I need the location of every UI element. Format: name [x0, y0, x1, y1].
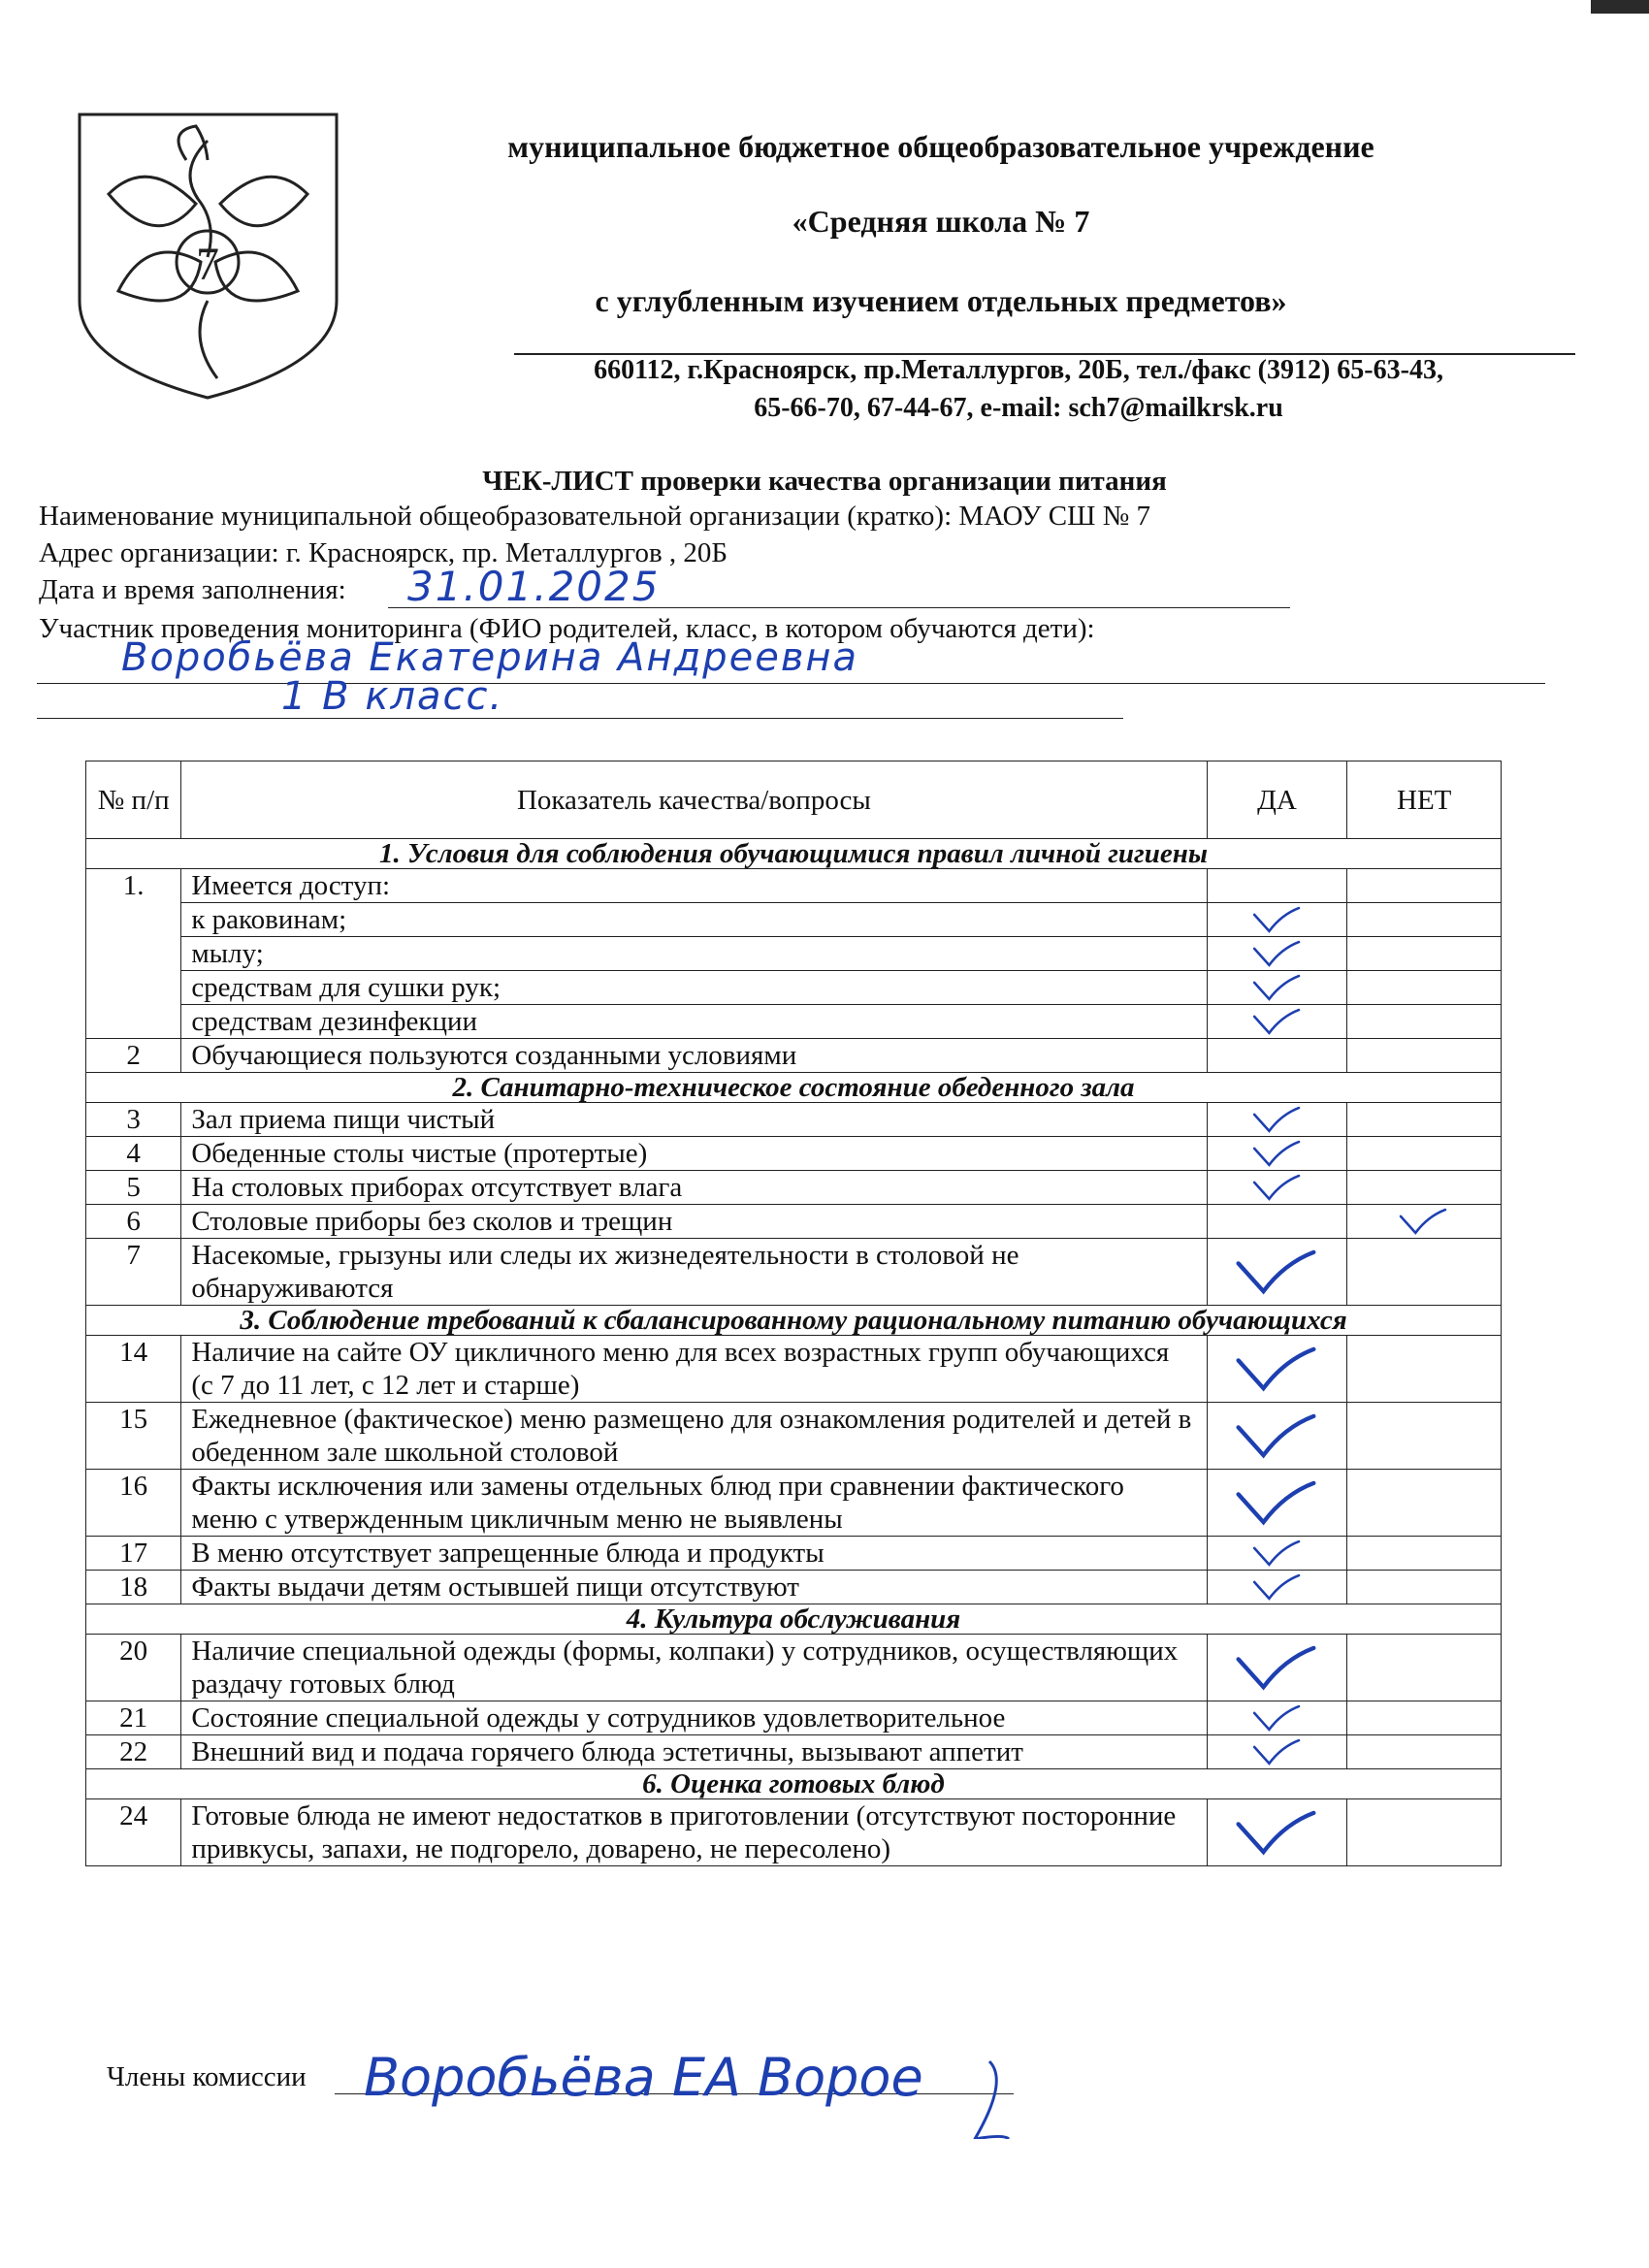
checkmark-icon [1208, 1005, 1347, 1038]
no-cell[interactable] [1347, 1205, 1502, 1239]
checkmark-icon [1208, 1571, 1347, 1604]
row-text: средствам дезинфекции [181, 1005, 1207, 1039]
table-row [86, 1171, 1502, 1205]
checkmark-icon [1208, 1537, 1347, 1570]
yes-cell[interactable] [1207, 1205, 1347, 1239]
participant-class-handwritten: 1 В класс. [281, 674, 504, 719]
signature-text: Воробьёва ЕА Ворое [364, 2047, 923, 2108]
no-cell[interactable] [1347, 1005, 1502, 1039]
row-text: Готовые блюда не имеют недостатков в приготовлении (отсутствуют посторонние привкусы, запахи, не подгорело, доварено, не пересолено) [181, 1799, 1207, 1866]
no-cell[interactable] [1347, 1470, 1502, 1537]
row-num: 20 [86, 1635, 181, 1701]
no-cell[interactable] [1347, 937, 1502, 971]
table-row [86, 1571, 1502, 1604]
checkmark-icon [1208, 1701, 1347, 1734]
yes-cell[interactable] [1207, 1137, 1347, 1171]
no-cell[interactable] [1347, 1735, 1502, 1769]
table-row [86, 1137, 1502, 1171]
checkmark-icon [1208, 903, 1347, 936]
col-yes-header: ДА [1207, 761, 1347, 839]
participant-underline-1 [37, 683, 1545, 684]
yes-cell[interactable] [1207, 971, 1347, 1005]
yes-cell[interactable] [1207, 1171, 1347, 1205]
section-header: 3. Соблюдение требований к сбалансированному рациональному питанию обучающихся [86, 1306, 1502, 1336]
table-row [86, 1403, 1502, 1470]
yes-cell[interactable] [1207, 1735, 1347, 1769]
header-address-1: 660112, г.Красноярск, пр.Металлургов, 20Б, тел./факс (3912) 65-63-43, [594, 355, 1443, 385]
no-cell[interactable] [1347, 1635, 1502, 1701]
row-text: Состояние специальной одежды у сотрудников удовлетворительное [181, 1701, 1207, 1735]
scan-edge-mark [1591, 0, 1649, 14]
page-title: ЧЕК-ЛИСТ проверки качества организации питания [482, 466, 1167, 497]
yes-cell[interactable] [1207, 903, 1347, 937]
checkmark-icon [1208, 1735, 1347, 1768]
table-row [86, 1103, 1502, 1137]
row-text: Насекомые, грызуны или следы их жизнедеятельности в столовой не обнаруживаются [181, 1239, 1207, 1306]
no-cell[interactable] [1347, 1103, 1502, 1137]
col-no-header: НЕТ [1347, 761, 1502, 839]
row-num: 2 [86, 1039, 181, 1073]
yes-cell[interactable] [1207, 1239, 1347, 1306]
yes-cell[interactable] [1207, 1403, 1347, 1470]
checkmark-icon [1208, 937, 1347, 970]
checkmark-icon [1208, 1336, 1347, 1402]
checkmark-icon [1208, 1171, 1347, 1204]
row-num: 14 [86, 1336, 181, 1403]
header-address-2: 65-66-70, 67-44-67, e-mail: sch7@mailkrsk.ru [754, 393, 1283, 423]
table-row [86, 1470, 1502, 1537]
checkmark-icon [1208, 1635, 1347, 1701]
checkmark-icon [1208, 1799, 1347, 1865]
table-row [86, 971, 1502, 1005]
row-text: Обеденные столы чистые (протертые) [181, 1137, 1207, 1171]
header-line-1: муниципальное бюджетное общеобразовательное учреждение [507, 129, 1374, 164]
row-num: 16 [86, 1470, 181, 1537]
yes-cell[interactable] [1207, 1103, 1347, 1137]
no-cell[interactable] [1347, 1239, 1502, 1306]
table-row [86, 1537, 1502, 1571]
header-line-2: «Средняя школа № 7 [792, 204, 1090, 239]
table-row [86, 903, 1502, 937]
row-num: 6 [86, 1205, 181, 1239]
table-row [86, 1336, 1502, 1403]
crest-digit: 7 [196, 239, 219, 290]
participant-name-handwritten: Воробьёва Екатерина Андреевна [121, 635, 859, 680]
yes-cell[interactable] [1207, 1701, 1347, 1735]
table-row [86, 1799, 1502, 1866]
no-cell[interactable] [1347, 1537, 1502, 1571]
yes-cell[interactable] [1207, 1571, 1347, 1604]
yes-cell[interactable] [1207, 1537, 1347, 1571]
table-header-row [86, 761, 1502, 839]
row-text: средствам для сушки рук; [181, 971, 1207, 1005]
checkmark-icon [1208, 971, 1347, 1004]
no-cell[interactable] [1347, 903, 1502, 937]
table-row [86, 1635, 1502, 1701]
row-num: 5 [86, 1171, 181, 1205]
yes-cell[interactable] [1207, 1039, 1347, 1073]
table-row [86, 1205, 1502, 1239]
no-cell[interactable] [1347, 1571, 1502, 1604]
row-text: В меню отсутствует запрещенные блюда и продукты [181, 1537, 1207, 1571]
row-text: мылу; [181, 937, 1207, 971]
header-line-3: с углубленным изучением отдельных предметов» [595, 283, 1287, 318]
row-text: Зал приема пищи чистый [181, 1103, 1207, 1137]
participant-underline-2 [37, 718, 1123, 719]
checkmark-icon [1208, 1103, 1347, 1136]
no-cell[interactable] [1347, 1701, 1502, 1735]
table-row [86, 869, 1502, 903]
col-num-header: № п/п [86, 761, 181, 839]
row-text: Имеется доступ: [181, 869, 1207, 903]
yes-cell[interactable] [1207, 1470, 1347, 1537]
row-text: Факты исключения или замены отдельных блюд при сравнении фактического меню с утвержденным цикличным меню не выявлены [181, 1470, 1207, 1537]
row-text: Факты выдачи детям остывшей пищи отсутствуют [181, 1571, 1207, 1604]
row-text: Наличие специальной одежды (формы, колпаки) у сотрудников, осуществляющих раздачу готовых блюд [181, 1635, 1207, 1701]
section-header: 4. Культура обслуживания [86, 1604, 1502, 1635]
school-crest-logo [70, 107, 346, 403]
no-cell[interactable] [1347, 1336, 1502, 1403]
table-row [86, 1239, 1502, 1306]
org-address-line: Адрес организации: г. Красноярск, пр. Металлургов , 20Б [39, 537, 728, 568]
table-row [86, 1039, 1502, 1073]
no-cell[interactable] [1347, 971, 1502, 1005]
row-num: 1. [86, 869, 181, 1039]
row-num: 7 [86, 1239, 181, 1306]
yes-cell[interactable] [1207, 1799, 1347, 1866]
row-num: 24 [86, 1799, 181, 1866]
commission-label: Члены комиссии [107, 2061, 307, 2092]
checklist-table [85, 761, 1502, 1866]
participant-label: Участник проведения мониторинга (ФИО родителей, класс, в котором обучаются дети): [39, 613, 1095, 644]
no-cell[interactable] [1347, 1039, 1502, 1073]
yes-cell[interactable] [1207, 1635, 1347, 1701]
row-num: 3 [86, 1103, 181, 1137]
row-num: 4 [86, 1137, 181, 1171]
col-question-header: Показатель качества/вопросы [181, 761, 1207, 839]
row-num: 17 [86, 1537, 181, 1571]
table-row [86, 1735, 1502, 1769]
table-row [86, 937, 1502, 971]
yes-cell[interactable] [1207, 1005, 1347, 1039]
section-header: 1. Условия для соблюдения обучающимися правил личной гигиены [86, 839, 1502, 869]
row-num: 18 [86, 1571, 181, 1604]
checkmark-icon [1208, 1239, 1347, 1305]
no-cell[interactable] [1347, 1137, 1502, 1171]
row-num: 15 [86, 1403, 181, 1470]
yes-cell[interactable] [1207, 869, 1347, 903]
date-label: Дата и время заполнения: [39, 574, 346, 605]
no-cell[interactable] [1347, 1171, 1502, 1205]
org-name-line: Наименование муниципальной общеобразовательной организации (кратко): МАОУ СШ № 7 [39, 501, 1151, 532]
row-num: 21 [86, 1701, 181, 1735]
row-text: На столовых приборах отсутствует влага [181, 1171, 1207, 1205]
table-row [86, 1005, 1502, 1039]
checkmark-icon [1208, 1403, 1347, 1469]
table-row [86, 1701, 1502, 1735]
no-cell[interactable] [1347, 1799, 1502, 1866]
row-text: к раковинам; [181, 903, 1207, 937]
checkmark-icon [1208, 1470, 1347, 1536]
row-num: 22 [86, 1735, 181, 1769]
section-header: 2. Санитарно-техническое состояние обеденного зала [86, 1073, 1502, 1103]
yes-cell[interactable] [1207, 937, 1347, 971]
checkmark-icon [1208, 1137, 1347, 1170]
no-cell[interactable] [1347, 1403, 1502, 1470]
checkmark-icon [1347, 1205, 1501, 1238]
commission-signature [354, 2023, 1052, 2139]
date-handwritten: 31.01.2025 [407, 563, 661, 610]
row-text: Наличие на сайте ОУ цикличного меню для всех возрастных групп обучающихся (с 7 до 11 лет, с 12 лет и старше) [181, 1336, 1207, 1403]
row-text: Внешний вид и подача горячего блюда эстетичны, вызывают аппетит [181, 1735, 1207, 1769]
row-text: Обучающиеся пользуются созданными условиями [181, 1039, 1207, 1073]
section-header: 6. Оценка готовых блюд [86, 1769, 1502, 1799]
row-text: Столовые приборы без сколов и трещин [181, 1205, 1207, 1239]
no-cell[interactable] [1347, 869, 1502, 903]
yes-cell[interactable] [1207, 1336, 1347, 1403]
row-text: Ежедневное (фактическое) меню размещено для ознакомления родителей и детей в обеденном зале школьной столовой [181, 1403, 1207, 1470]
